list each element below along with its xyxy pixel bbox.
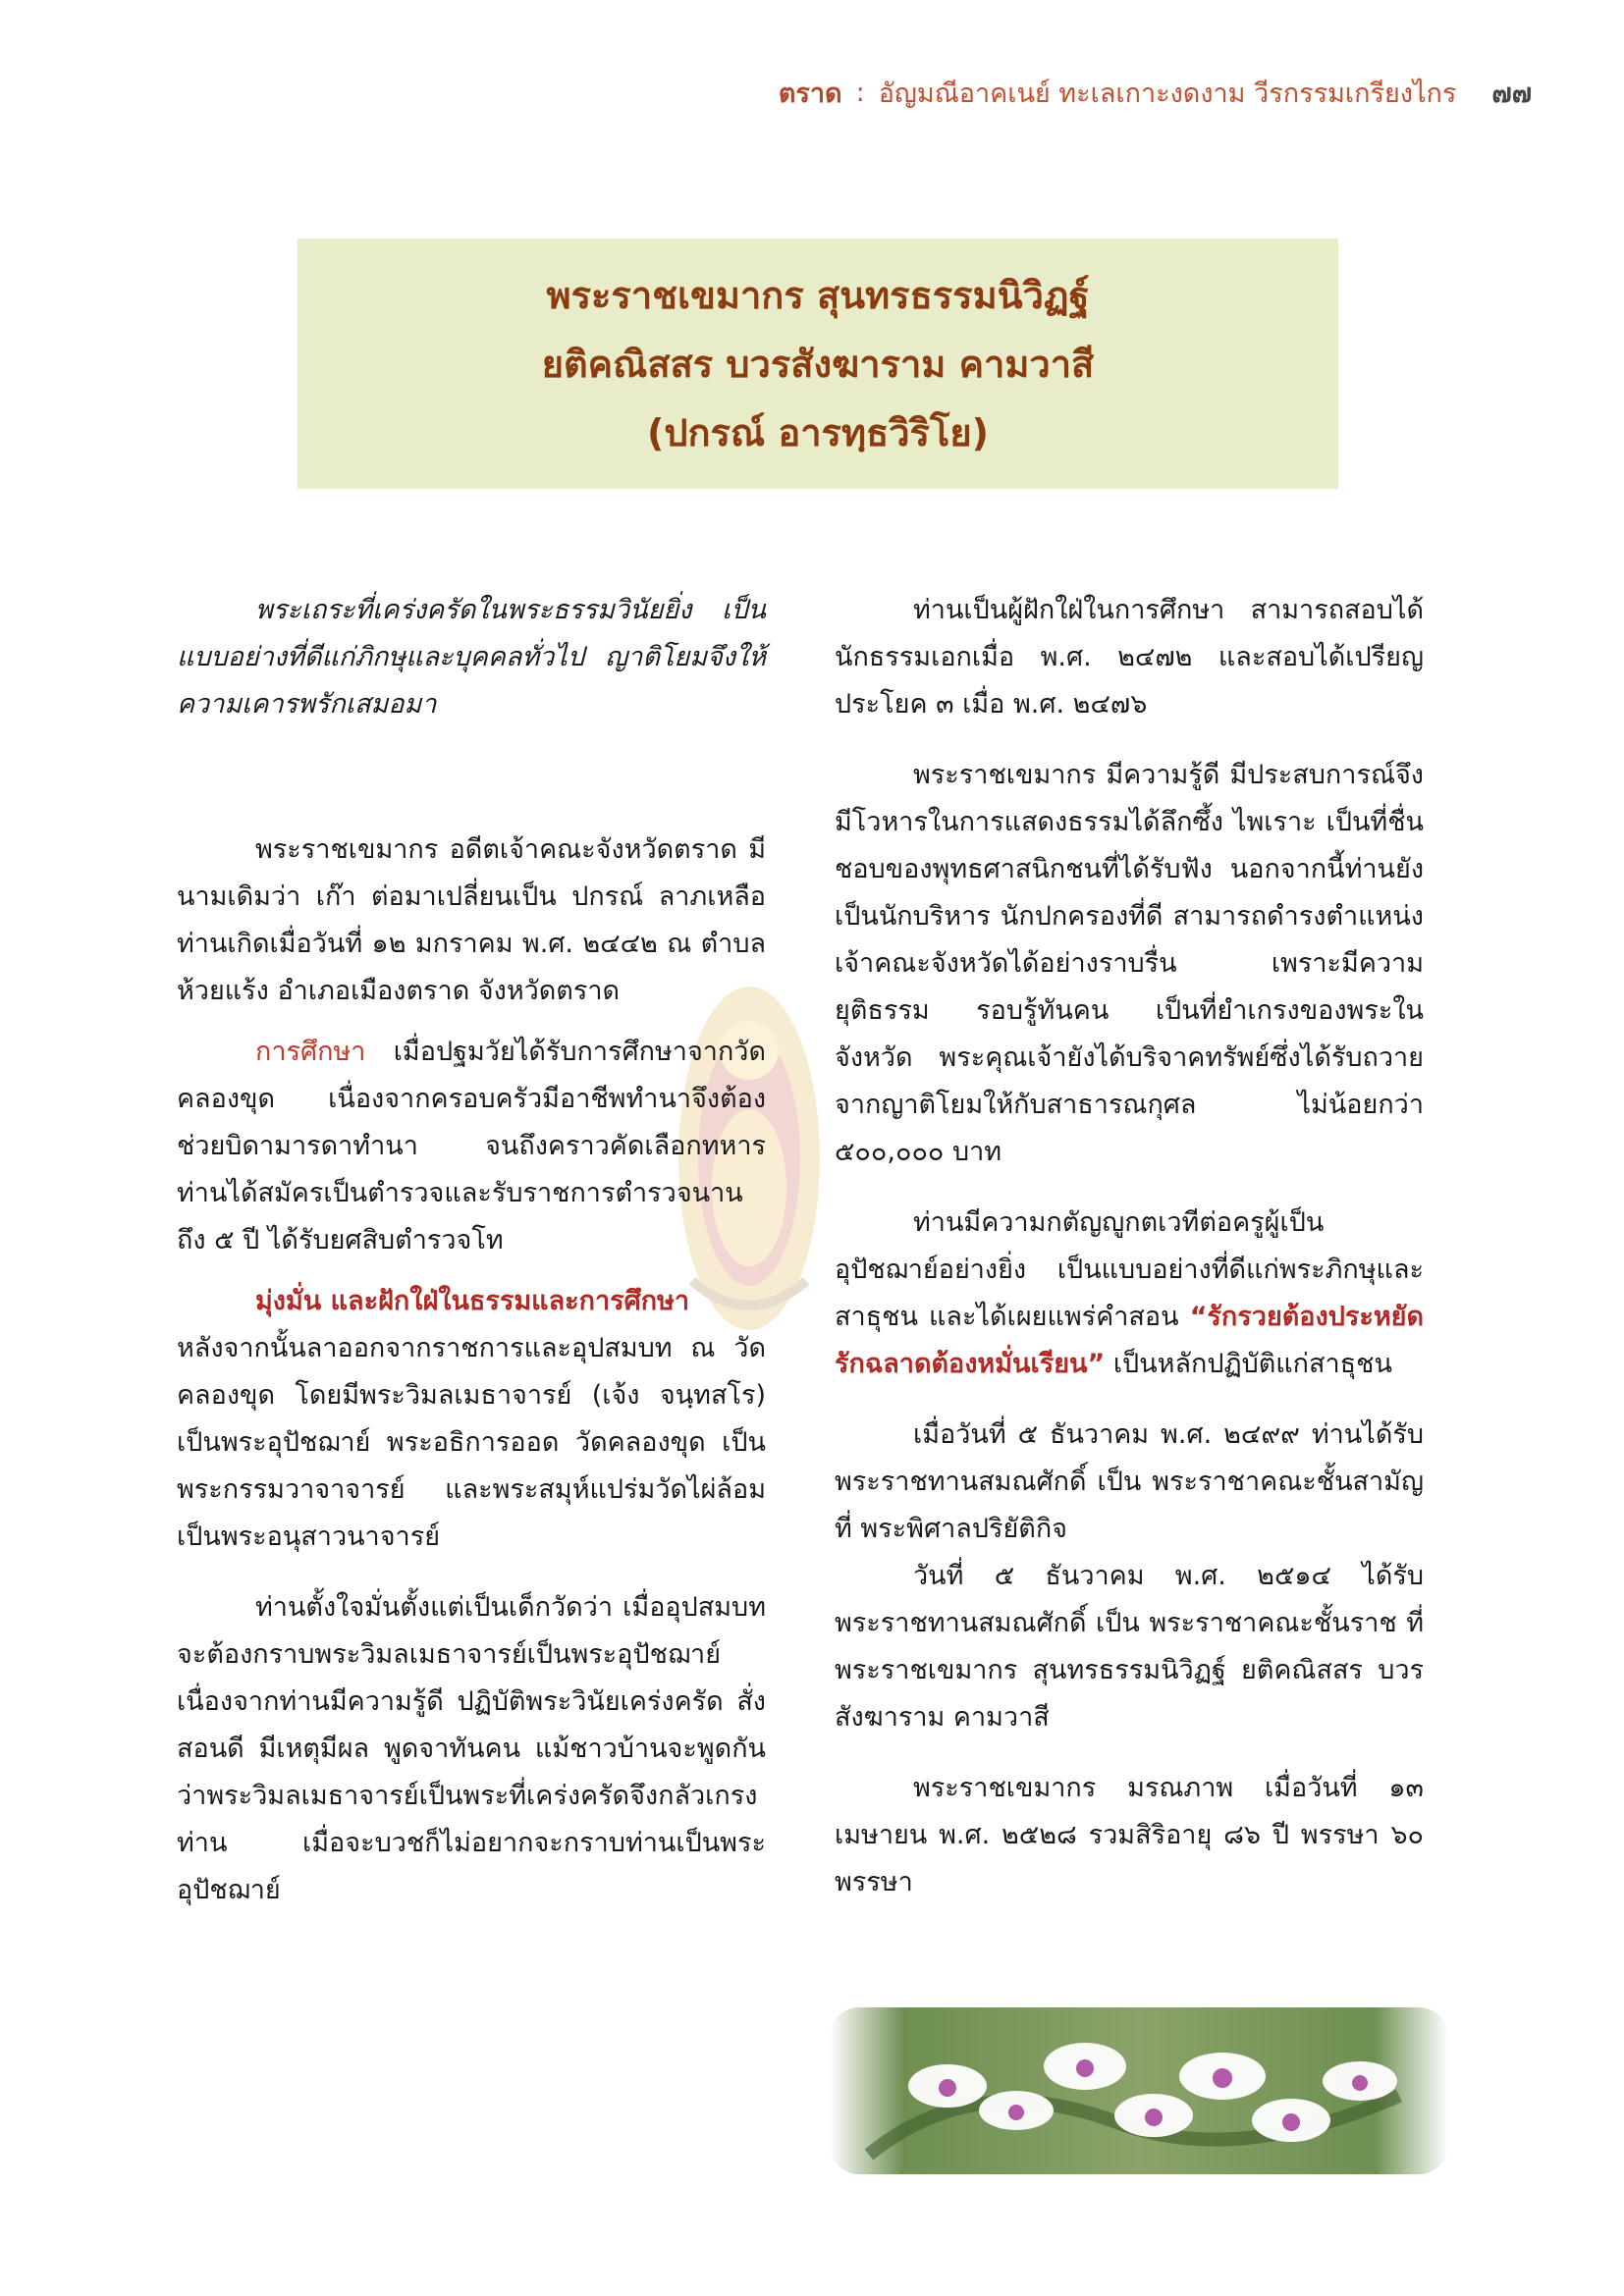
ordination-paragraph: หลังจากนั้นลาออกจากราชการและอุปสมบท ณ วัดคลองขุด โดยมีพระวิมลเมธาจารย์ (เจ้ง จนฺทสโร) เป็นพระอุปัชฌาย์ พระอธิการออด วัดคลองขุด เป็นพระกรรมวาจาจารย์ และพระสมุห์แปร่มวัดไผ่ล้อม เป็นพระอนุสาวนาจารย์ — [177, 1333, 766, 1552]
title-conferred-2: วันที่ ๕ ธันวาคม พ.ศ. ๒๕๑๔ ได้รับพระราชทานสมณศักดิ์ เป็น พระราชาคณะชั้นราช ที่ พระราชเขมากร สุนทรธรรมนิวิฏฐ์ ยติคณิสสร บวรสังฆาราม คามวาสี — [835, 1561, 1424, 1733]
page-number: ๗๗ — [1491, 78, 1532, 109]
header-subtitle: อัญมณีอาคเนย์ ทะเลเกาะงดงาม วีรกรรมเกรียงไกร — [878, 78, 1457, 109]
header-province: ตราด — [778, 78, 842, 109]
education-label: การศึกษา — [255, 1037, 366, 1067]
gratitude-text: ท่านมีความกตัญญูกตเวทีต่อครูผู้เป็นอุปัชฌาย์อย่างยิ่ง เป็นแบบอย่างที่ดีแก่พระภิกษุและสาธุชน และได้เผยแพร่คำสอน — [835, 1207, 1424, 1332]
study-paragraph: ท่านเป็นผู้ฝักใฝ่ในการศึกษา สามารถสอบได้นักธรรมเอกเมื่อ พ.ศ. ๒๔๗๒ และสอบได้เปรียญประโยค ๓ เมื่อ พ.ศ. ๒๔๗๖ — [835, 595, 1424, 720]
passing-paragraph: พระราชเขมากร มรณภาพ เมื่อวันที่ ๑๓ เมษายน พ.ศ. ๒๕๒๘ รวมสิริอายุ ๘๖ ปี พรรษา ๖๐ พรรษา — [835, 1773, 1424, 1897]
section-heading: มุ่งมั่น และฝักใฝ่ในธรรมและการศึกษา — [255, 1286, 690, 1316]
title-box — [298, 239, 1338, 489]
education-paragraph — [177, 1029, 766, 1264]
right-column — [835, 587, 1424, 1906]
title-line-3: (ปกรณ์ อารทฺธวิริโย) — [647, 410, 989, 454]
left-column — [177, 587, 766, 1914]
header-separator: : — [855, 77, 865, 108]
education-text: เมื่อปฐมวัยได้รับการศึกษาจากวัดคลองขุด เนื่องจากครอบครัวมีอาชีพทำนาจึงต้องช่วยบิดามารดาทำนา จนถึงคราวคัดเลือกทหาร ท่านได้สมัครเป็นตำรวจและรับราชการตำรวจนานถึง ๕ ปี ได้รับยศสิบตำรวจโท — [177, 1037, 766, 1255]
abilities-paragraph: พระราชเขมากร มีความรู้ดี มีประสบการณ์จึงมีโวหารในการแสดงธรรมได้ลึกซึ้ง ไพเราะ เป็นที่ชื่นชอบของพุทธศาสนิกชนที่ได้รับฟัง นอกจากนี้ท่านยังเป็นนักบริหาร นักปกครองที่ดี สามารถดำรงตำแหน่งเจ้าคณะจังหวัดได้อย่างราบรื่น เพราะมีความยุติธรรม รอบรู้ทันคน เป็นที่ยำเกรงของพระในจังหวัด พระคุณเจ้ายังได้บริจาคทรัพย์ซึ่งได้รับถวายจากญาติโยมให้กับสาธารณกุศล ไม่น้อยกว่า ๕๐๐,๐๐๐ บาท — [835, 760, 1424, 1167]
gratitude-paragraph — [835, 1200, 1424, 1388]
intro-quote: พระเถระที่เคร่งครัดในพระธรรมวินัยยิ่ง เป็นแบบอย่างที่ดีแก่ภิกษุและบุคคลทั่วไป ญาติโยมจึงให้ความเคารพรักเสมอมา — [177, 595, 766, 720]
preceptor-paragraph: ท่านตั้งใจมั่นตั้งแต่เป็นเด็กวัดว่า เมื่ออุปสมบทจะต้องกราบพระวิมลเมธาจารย์เป็นพระอุปัชฌาย์ เนื่องจากท่านมีความรู้ดี ปฏิบัติพระวินัยเคร่งครัด สั่งสอนดี มีเหตุมีผล พูดจาทันคน แม้ชาวบ้านจะพูดกันว่าพระวิมลเมธาจารย์เป็นพระที่เคร่งครัดจึงกลัวเกรงท่าน เมื่อจะบวชก็ไม่อยากจะกราบท่านเป็นพระอุปัชฌาย์ — [177, 1592, 766, 1905]
running-header — [668, 71, 1532, 114]
title-line-1: พระราชเขมากร สุนทรธรรมนิวิฏฐ์ — [546, 273, 1090, 317]
gratitude-end: เป็นหลักปฏิบัติแก่สาธุชน — [1112, 1349, 1392, 1379]
title-line-2: ยติคณิสสร บวรสังฆาราม คามวาสี — [541, 342, 1095, 386]
orchid-image — [830, 2007, 1448, 2174]
title-conferred-1: เมื่อวันที่ ๕ ธันวาคม พ.ศ. ๒๔๙๙ ท่านได้รับพระราชทานสมณศักดิ์ เป็น พระราชาคณะชั้นสามัญ ที่ พระพิศาลปริยัติกิจ — [835, 1419, 1424, 1544]
biography-paragraph: พระราชเขมากร อดีตเจ้าคณะจังหวัดตราด มีนามเดิมว่า เก๊า ต่อมาเปลี่ยนเป็น ปกรณ์ ลาภเหลือ ท่านเกิดเมื่อวันที่ ๑๒ มกราคม พ.ศ. ๒๔๔๒ ณ ตำบลห้วยแร้ง อำเภอเมืองตราด จังหวัดตราด — [177, 834, 766, 1006]
teaching-quote: “รักรวยต้องประหยัด รักฉลาดต้องหมั่นเรียน” — [835, 1302, 1424, 1379]
